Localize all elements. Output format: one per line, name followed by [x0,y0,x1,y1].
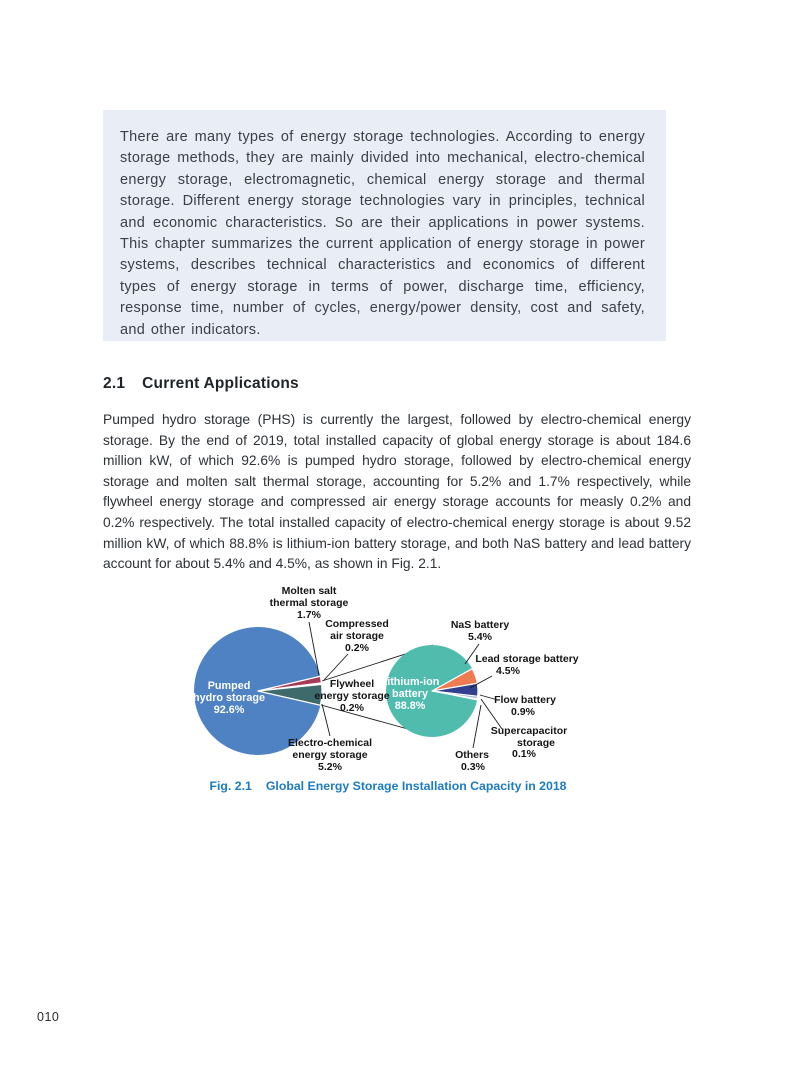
flywheel-label-line-2: energy storage [314,690,390,702]
molten-salt-label-line-2: thermal storage [269,597,349,609]
compressed-air-label-line-3: 0.2% [345,642,369,654]
section-number: 2.1 [103,375,126,392]
flywheel-label-line-3: 0.2% [340,702,364,714]
pumped-hydro-inside-label-line-1: Pumped [207,680,251,692]
supercapacitor-label-line-3: 0.1% [512,748,536,760]
lithium-ion-inside-label-line-2: battery [391,688,429,700]
molten-salt-label-line-1: Molten salt [281,585,337,597]
pie-chart-figure [185,576,590,776]
pumped-hydro-inside-label-line-3: 92.6% [213,704,245,716]
leader-line-others [473,705,481,748]
others-label-line-2: 0.3% [461,761,485,773]
electro-chemical-label-line-1: Electro-chemical [287,737,373,749]
figure-caption [103,779,673,793]
body-paragraph: Pumped hydro storage (PHS) is currently the largest, followed by electro-chemical energy storage. By the end of 2019, total installed capacity of global energy storage is about 184.6 million kW, of which 92.6% is pumped hydro storage, followed by electro-chemical energy storage and molten salt thermal storage, accounting for 5.2% and 1.7% respectively, while flywheel energy storage and compressed air energy storage accounts for measly 0.2% and 0.2% respectively. The total installed capacity of electro-chemical energy storage is about 9.52 million kW, of which 88.8% is lithium-ion battery storage, and both NaS battery and lead battery account for about 5.4% and 4.5%, as shown in Fig. 2.1. [103,412,691,572]
supercapacitor-label-line-1: Supercapacitor [490,725,568,737]
lead-battery-label-line-1: Lead storage battery [475,653,579,665]
compressed-air-label-line-1: Compressed [325,618,389,630]
flywheel-label-line-1: Flywheel [329,678,375,690]
figure-caption-title: Global Energy Storage Installation Capacity in 2018 [265,779,567,793]
lithium-ion-inside-label-line-1: Lithium-ion [380,676,440,688]
section-title: Current Applications [142,375,299,392]
electro-chemical-label-line-2: energy storage [292,749,368,761]
compressed-air-label-line-2: air storage [330,630,384,642]
molten-salt-label-line-3: 1.7% [297,609,321,621]
nas-battery-label-line-2: 5.4% [468,631,492,643]
page-number: 010 [37,1010,60,1024]
section-heading [103,375,299,393]
lead-battery-label-line-2: 4.5% [496,665,520,677]
leader-line-electro-chemical [322,704,330,736]
left-pie-group [193,627,322,755]
intro-paragraph: There are many types of energy storage technologies. According to energy storage methods, they are mainly divided into mechanical, electro-chemical energy storage, electromagnetic, chemical energy storage and thermal storage. Different energy storage technologies vary in principles, technical and economic characteristics. So are their applications in power systems. This chapter summarizes the current application of energy storage in power systems, describes technical characteristics and economics of different types of energy storage in terms of power, discharge time, efficiency, response time, number of cycles, energy/power density, cost and safety, and other indicators. [120,129,645,338]
flow-battery-label-line-1: Flow battery [494,694,556,706]
flow-battery-label-line-2: 0.9% [511,706,535,718]
pumped-hydro-inside-label-line-2: hydro storage [193,692,265,704]
right-pie-group [381,645,478,737]
figure-caption-label: Fig. 2.1 [209,779,252,793]
supercapacitor-label-line-2: storage [517,737,555,749]
nas-battery-label-line-1: NaS battery [450,619,510,631]
intro-highlight-box [103,110,666,341]
electro-chemical-label-line-3: 5.2% [318,761,342,773]
lithium-ion-inside-label-line-3: 88.8% [394,700,426,712]
others-label-line-1: Others [455,749,489,761]
